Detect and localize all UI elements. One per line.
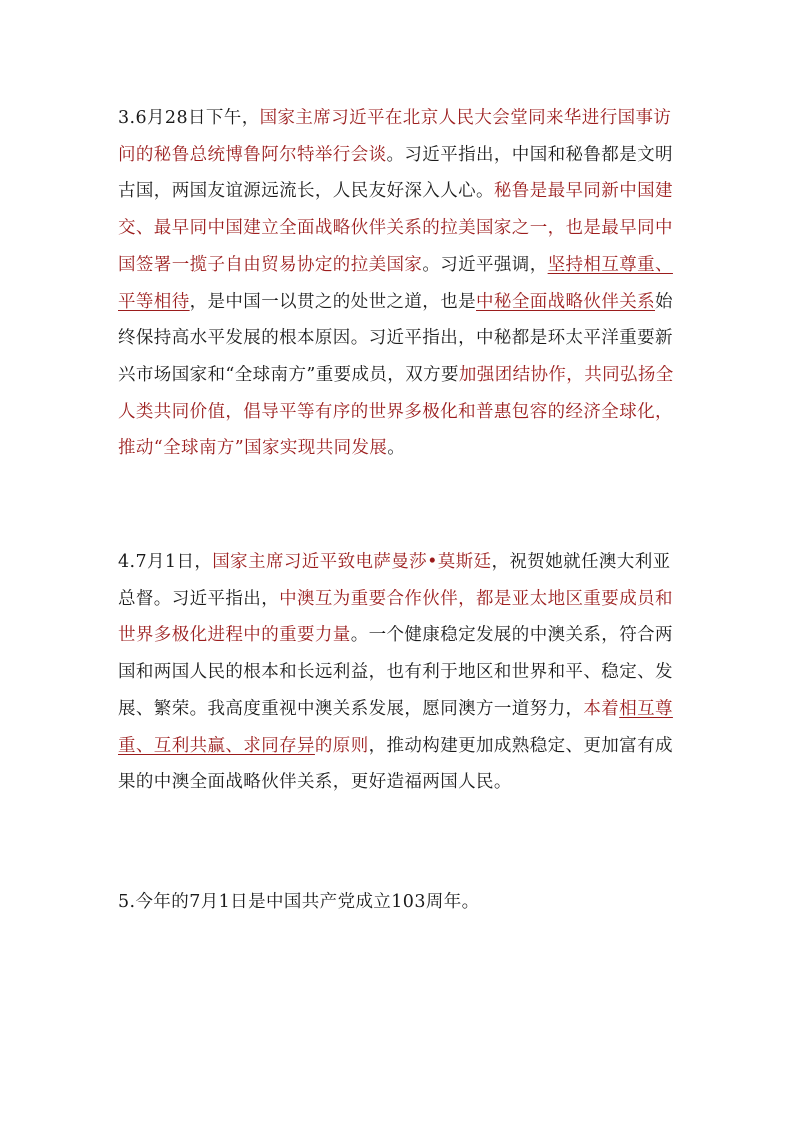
- text-run: 始终保持高水平发展的根本原因。习近平指出，中秘都是环太平洋重要新兴市场国家和“全球南方”重要成员，双方要: [118, 291, 673, 385]
- text-run: 4.7月1日，: [118, 552, 213, 572]
- highlight-run: 国家主席习近平致电萨曼莎•莫斯廷: [212, 552, 492, 572]
- highlight-run: 中秘全面战略伙伴关系: [476, 291, 656, 312]
- paragraph-item-4: [118, 544, 688, 801]
- text-run: 5.今年的7月1日是中国共产党成立103周年。: [118, 892, 480, 912]
- paragraph-item-5: [118, 884, 688, 921]
- highlight-run: 秘鲁是最早同新中国建交、最早同中国建立全面战略伙伴关系的拉美国家之一，也是最早同中国签署一揽子自由贸易协定的拉美国家: [118, 181, 673, 275]
- highlight-run: 加强团结协作，共同弘扬全人类共同价值，倡导平等有序的世界多极化和普惠包容的经济全球化，推动“全球南方”国家实现共同发展: [118, 364, 674, 459]
- highlight-run: 的原则: [314, 735, 369, 756]
- paragraph-item-3: [118, 100, 688, 467]
- text-run: 。习近平强调，: [422, 254, 548, 275]
- text-run: ，是中国一以贯之的处世之道，也是: [189, 291, 477, 312]
- text-run: 。习近平指出，中国和秘鲁都是文明古国，两国友谊源远流长，人民友好深入人心。: [118, 144, 673, 202]
- highlight-run: 相互尊重、互利共赢、求同存异: [118, 698, 673, 756]
- text-run: ，祝贺她就任澳大利亚总督。习近平指出，: [118, 552, 671, 609]
- highlight-run: 坚持相互尊重、平等相待: [118, 254, 673, 312]
- highlight-run: 中澳互为重要合作伙伴，都是亚太地区重要成员和世界多极化进程中的重要力量: [118, 588, 673, 646]
- text-run: ，推动构建更加成熟稳定、更加富有成果的中澳全面战略伙伴关系，更好造福两国人民。: [118, 735, 673, 793]
- text-run: 3.6月28日下午，: [118, 108, 260, 128]
- text-run: 。: [387, 438, 406, 459]
- highlight-run: 本着: [583, 698, 620, 719]
- highlight-run: 国家主席习近平在北京人民大会堂同来华进行国事访问的秘鲁总统博鲁阿尔特举行会谈: [118, 108, 672, 165]
- text-run: 。一个健康稳定发展的中澳关系，符合两国和两国人民的根本和长远利益，也有利于地区和世界和平、稳定、发展、繁荣。我高度重视中澳关系发展，愿同澳方一道努力，: [118, 625, 673, 719]
